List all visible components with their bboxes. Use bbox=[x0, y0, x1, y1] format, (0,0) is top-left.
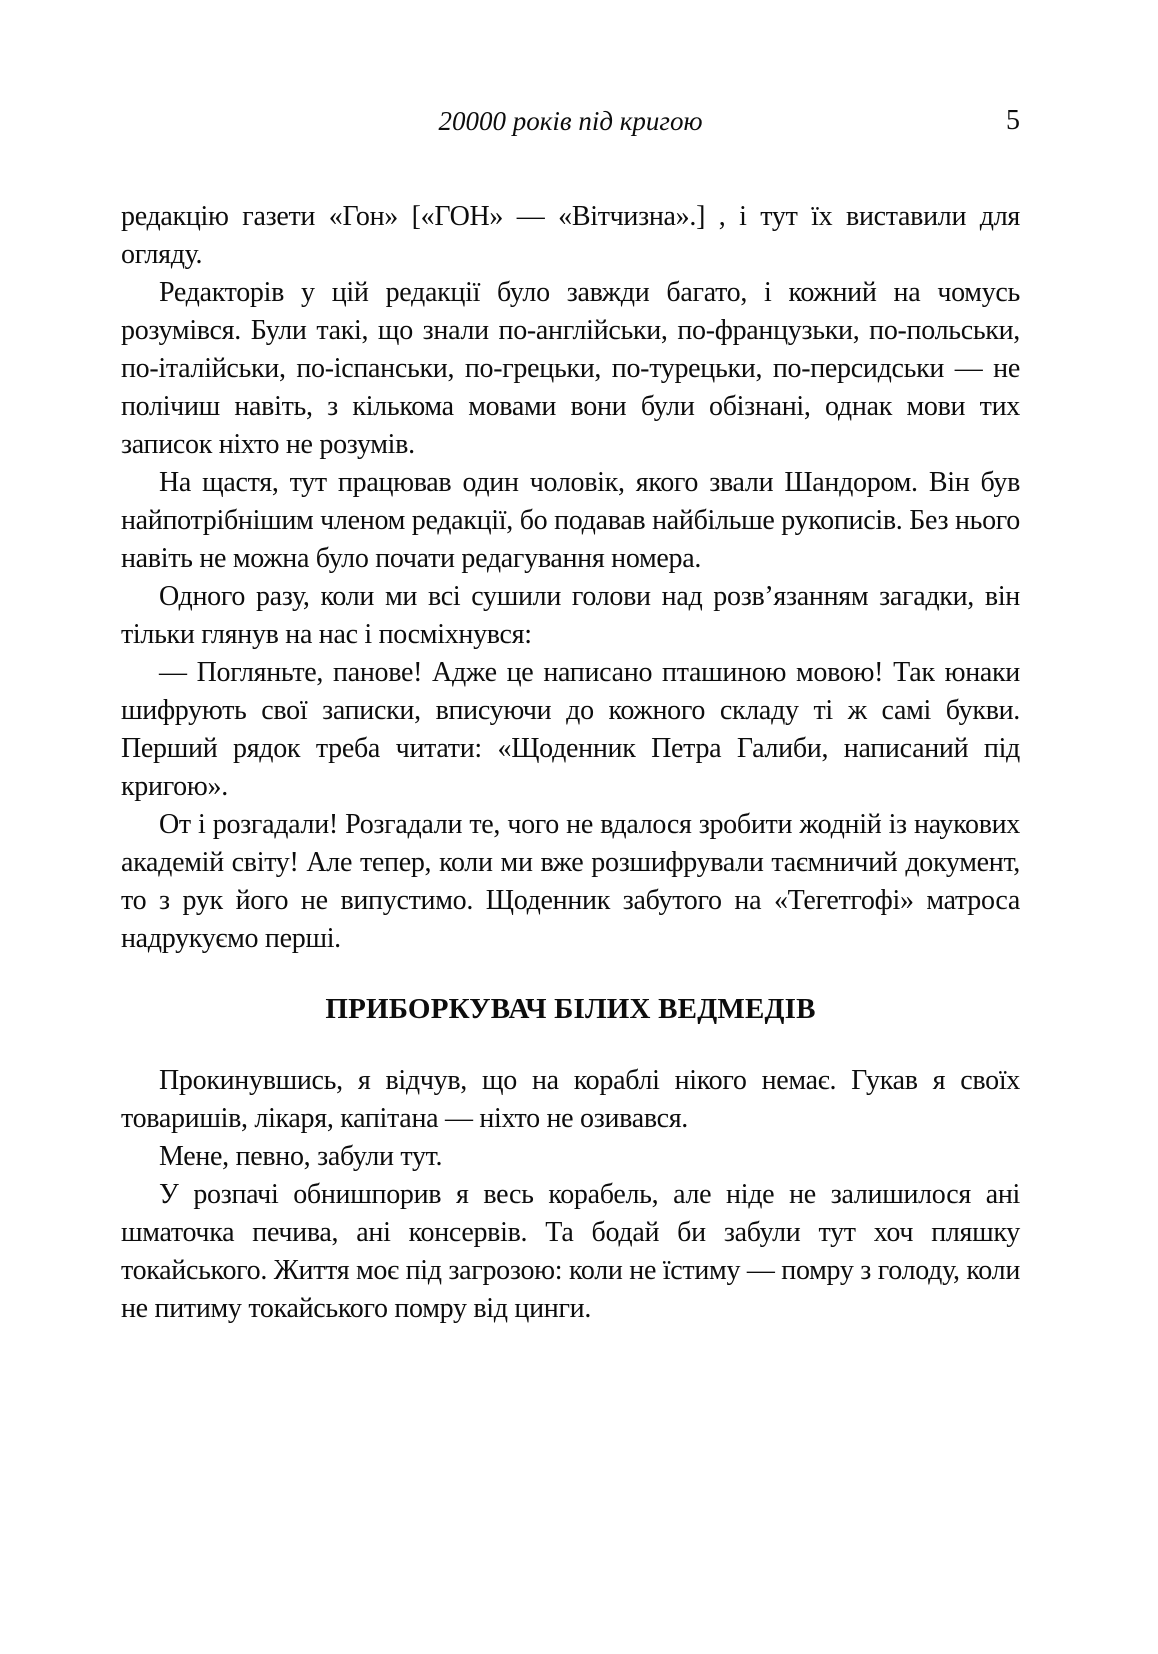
paragraph: Прокинувшись, я відчув, що на кораблі нікого немає. Гукав я своїх товаришів, лікаря, капітана — ніхто не озивався. bbox=[121, 1065, 1020, 1134]
paragraph: редакцію газети «Гон» [«ГОН» — «Вітчизна».] , і тут їх виставили для огляду. bbox=[121, 201, 1020, 270]
paragraph: У розпачі обнишпорив я весь корабель, але ніде не залишилося ані шматочка печива, ані консервів. Та бодай би забули тут хоч пляшку токайського. Життя моє під загрозою: коли не їстиму — помру з голоду, коли не питиму токайського помру від цинги. bbox=[121, 1179, 1020, 1324]
paragraph: — Погляньте, панове! Адже це написано пташиною мовою! Так юнаки шифрують свої записки, вписуючи до кожного складу ті ж самі букви. Перший рядок треба читати: «Щоденник Петра Галиби, написаний під кригою». bbox=[121, 657, 1020, 802]
paragraph: Одного разу, коли ми всі сушили голови над розв’язанням загадки, він тільки глянув на нас і посміхнувся: bbox=[121, 581, 1020, 650]
paragraph: Мене, певно, забули тут. bbox=[159, 1141, 443, 1172]
running-title: 20000 років під кригою bbox=[438, 106, 703, 136]
page-body bbox=[121, 198, 1020, 1328]
paragraph: Редакторів у цій редакції було завжди багато, і кожний на чомусь розумівся. Були такі, що знали по-англійськи, по-французьки, по-польськи, по-італійськи, по-іспанськи, по-грецьки, по-турецьки, по-персидськи — не полічиш навіть, з кількома мовами вони були обізнані, однак мови тих записок ніхто не розумів. bbox=[121, 277, 1020, 460]
paragraph: От і розгадали! Розгадали те, чого не вдалося зробити жодній із наукових академій світу! Але тепер, коли ми вже розшифрували таємничий документ, то з рук його не випустимо. Щоденник забутого на «Тегетгофі» матроса надрукуємо перші. bbox=[121, 809, 1020, 954]
paragraph: На щастя, тут працював один чоловік, якого звали Шандором. Він був найпотрібнішим членом редакції, бо подавав найбільше рукописів. Без нього навіть не можна було почати редагування номера. bbox=[121, 467, 1020, 574]
page-number: 5 bbox=[1006, 105, 1020, 136]
page-header bbox=[121, 104, 1020, 144]
chapter-heading: ПРИБОРКУВАЧ БІЛИХ ВЕДМЕДІВ bbox=[325, 993, 816, 1025]
